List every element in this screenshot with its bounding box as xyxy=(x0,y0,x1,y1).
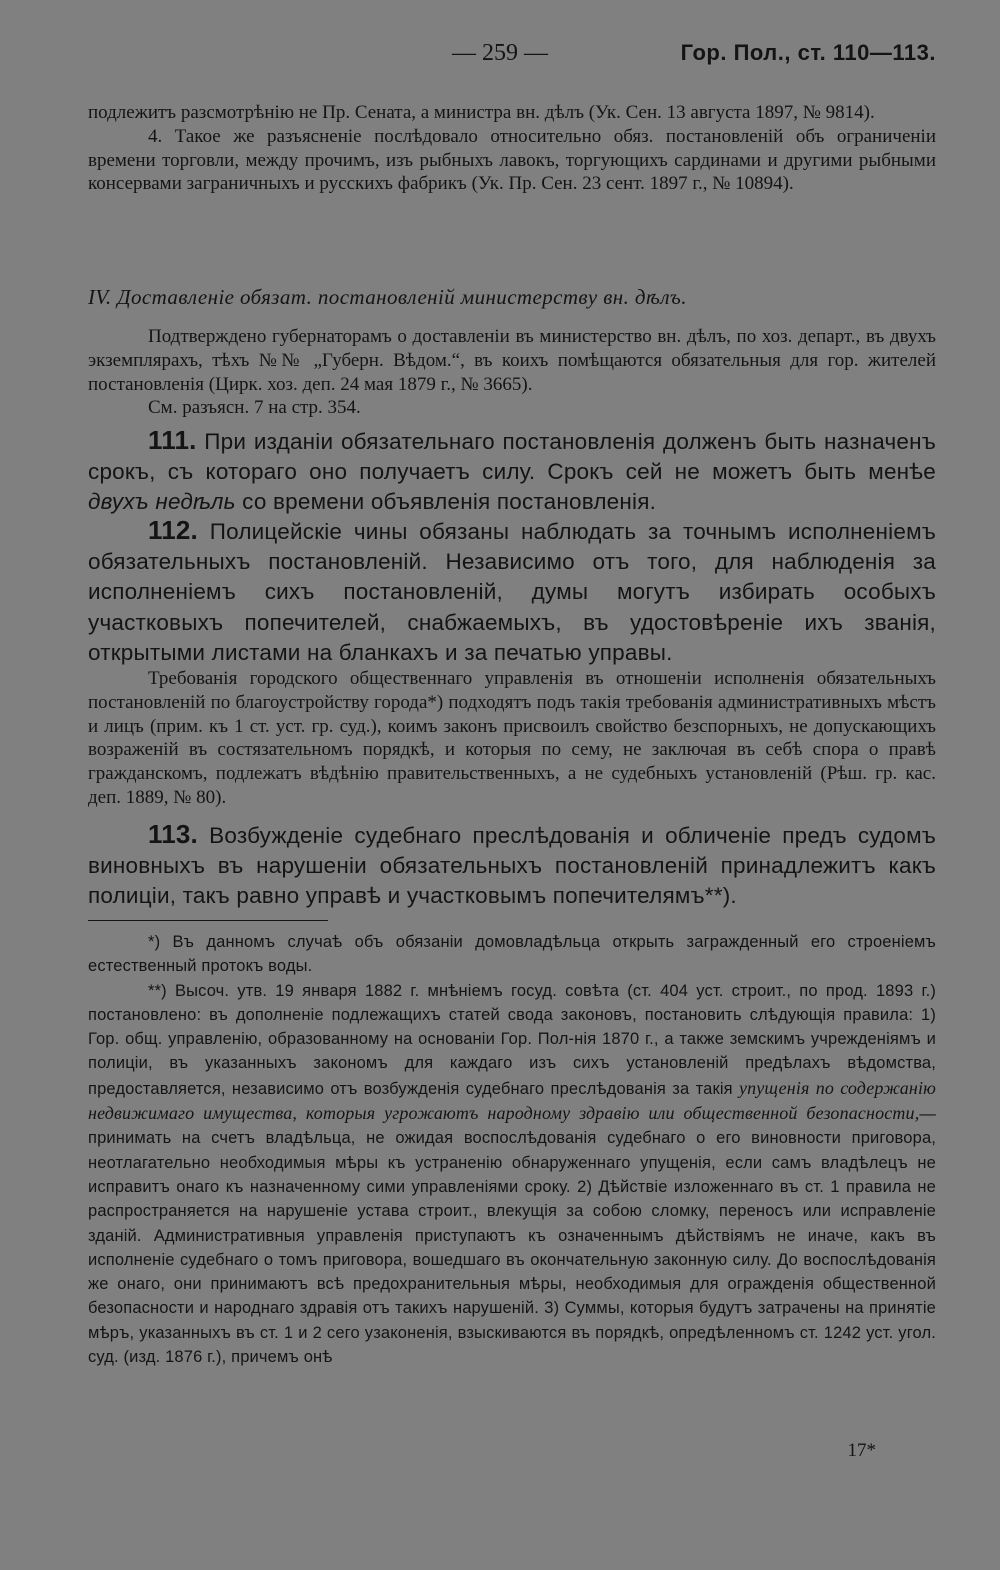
section-heading: IV. Доставленіе обязат. постановленій министерству вн. дѣлъ. xyxy=(88,285,687,309)
signature-mark: 17* xyxy=(847,1440,876,1461)
article-113 xyxy=(88,819,936,912)
paragraph-continuation: подлежитъ разсмотрѣнію не Пр. Сената, а министра вн. дѣлъ (Ук. Сен. 13 августа 1897, № 9814). xyxy=(88,102,875,123)
article-number: 111. xyxy=(148,425,197,455)
article-text: При изданіи обязательнаго постановленія долженъ быть назначенъ срокъ, съ котораго оно получаетъ силу. Срокъ сей не можетъ быть менѣе xyxy=(88,429,937,485)
footnote-2: **) Высоч. утв. 19 января 1882 г. мнѣніемъ госуд. совѣта (ст. 404 уст. строит., по прод. 1893 г.) постановлено: въ дополненіе подлежащихъ статей свода законовъ, постановить слѣдующія правила: 1) Гор. общ. управленію, образованному на основаніи Гор. Пол-нія 1870 г., а также земскимъ учрежденіямъ и полиціи, въ указанныхъ закономъ для каждаго изъ сихъ установленій предѣлахъ вѣдомства, предоставляется, независимо отъ возбужденія судебнаго преслѣдованія за такія упущенія по содержанію недвижимаго имущества, которыя угрожаютъ народному здравію или общественной безопасности,— принимать на счетъ владѣльца, не ожидая воспослѣдованія судебнаго о его виновности приговора, неотлагательно необходимыя мѣры къ устраненію обнаруженнаго упущенія, если самъ владѣлецъ не исправитъ онаго къ назначенному сими управленіями сроку. 2) Дѣйствіе изложеннаго въ ст. 1 правила не распространяется на нарушеніе устава строит., влекущія за собою сломку, переносъ или исправленіе зданій. Административныя управленія приступаютъ къ означеннымъ дѣйствіямъ не иначе, какъ въ исполненіе судебнаго о томъ приговора, вошедшаго въ окончательную законную силу. До воспослѣдованія же онаго, они принимаютъ всѣ предохранительныя мѣры, необходимыя для огражденія общественной безопасности и народнаго здравія отъ такихъ нарушеній. 3) Суммы, которыя будутъ затрачены на принятіе мѣръ, указанныхъ въ ст. 1 и 2 сего узаконенія, взыскиваются въ порядкѣ, опредѣленномъ ст. 1242 уст. угол. суд. (изд. 1876 г.), причемъ онѣ xyxy=(88,981,936,1367)
footnote-2-italic: упущенія по содержанію недвижимаго имущества, которыя угрожаютъ народному здравію или общественной безопасности, xyxy=(88,1077,936,1124)
footnotes xyxy=(88,930,936,1369)
note-112: Требованія городского общественнаго управленія въ отношеніи исполненія обязательныхъ постановленій по благоустройству города*) подходятъ подъ такія требованія административныхъ мѣстъ и лицъ (прим. къ 1 ст. уст. гр. суд.), коимъ законъ присвоилъ свойство безспорныхъ, не допускающихъ возраженій въ состязательномъ порядкѣ, и которыя по сему, не заключая въ себѣ спора о правѣ гражданскомъ, подлежатъ вѣдѣнію правительственныхъ, а не судебныхъ установленій (Рѣш. гр. кас. деп. 1889, № 80). xyxy=(88,668,936,808)
article-text: со времени объявленія постановленія. xyxy=(235,489,657,515)
article-text: Возбужденіе судебнаго преслѣдованія и обличеніе предъ судомъ виновныхъ въ нарушеніи обязательныхъ постановленій принадлежитъ какъ полиціи, такъ равно управѣ и участковымъ попечителямъ**). xyxy=(88,823,936,909)
section-paragraphs xyxy=(88,325,936,420)
top-paragraphs xyxy=(88,101,936,196)
page-number: — 259 — xyxy=(452,40,548,66)
note-112-block xyxy=(88,667,936,810)
article-112 xyxy=(88,515,936,668)
article-number: 112. xyxy=(148,515,198,545)
article-111 xyxy=(88,425,936,518)
section-paragraph: Подтверждено губернаторамъ о доставленіи въ министерство вн. дѣлъ, по хоз. департ., въ двухъ экземплярахъ, тѣхъ №№ „Губерн. Вѣдом.“, въ коихъ помѣщаются обязательныя для гор. жителей постановленія (Цирк. хоз. деп. 24 мая 1879 г., № 3665). xyxy=(88,326,936,395)
page-header xyxy=(88,40,936,74)
article-text-italic: двухъ недѣль xyxy=(88,489,236,515)
footnote-1: *) Въ данномъ случаѣ объ обязаніи домовладѣльца открыть загражденный его строеніемъ естественный протокъ воды. xyxy=(88,933,936,976)
footnote-divider xyxy=(88,920,328,921)
section-heading-block xyxy=(88,285,936,310)
article-text: Полицейскіе чины обязаны наблюдать за точнымъ исполненіемъ обязательныхъ постановленій. Независимо отъ того, для наблюденія за исполненіемъ сихъ постановленій, думы могутъ избирать особыхъ участковыхъ попечителей, снабжаемыхъ, въ удостовѣреніе ихъ званія, открытыми листами на бланкахъ и за печатью управы. xyxy=(88,519,936,665)
paragraph-item-4: 4. Такое же разъясненіе послѣдовало относительно обяз. постановленій объ ограниченіи времени торговли, между прочимъ, изъ рыбныхъ лавокъ, торгующихъ сардинами и другими рыбными консервами заграничныхъ и русскихъ фабрикъ (Ук. Пр. Сен. 23 сент. 1897 г., № 10894). xyxy=(88,125,936,195)
running-title: Гор. Пол., ст. 110—113. xyxy=(680,40,936,65)
article-number: 113. xyxy=(148,819,198,849)
cross-reference: См. разъясн. 7 на стр. 354. xyxy=(148,397,361,419)
